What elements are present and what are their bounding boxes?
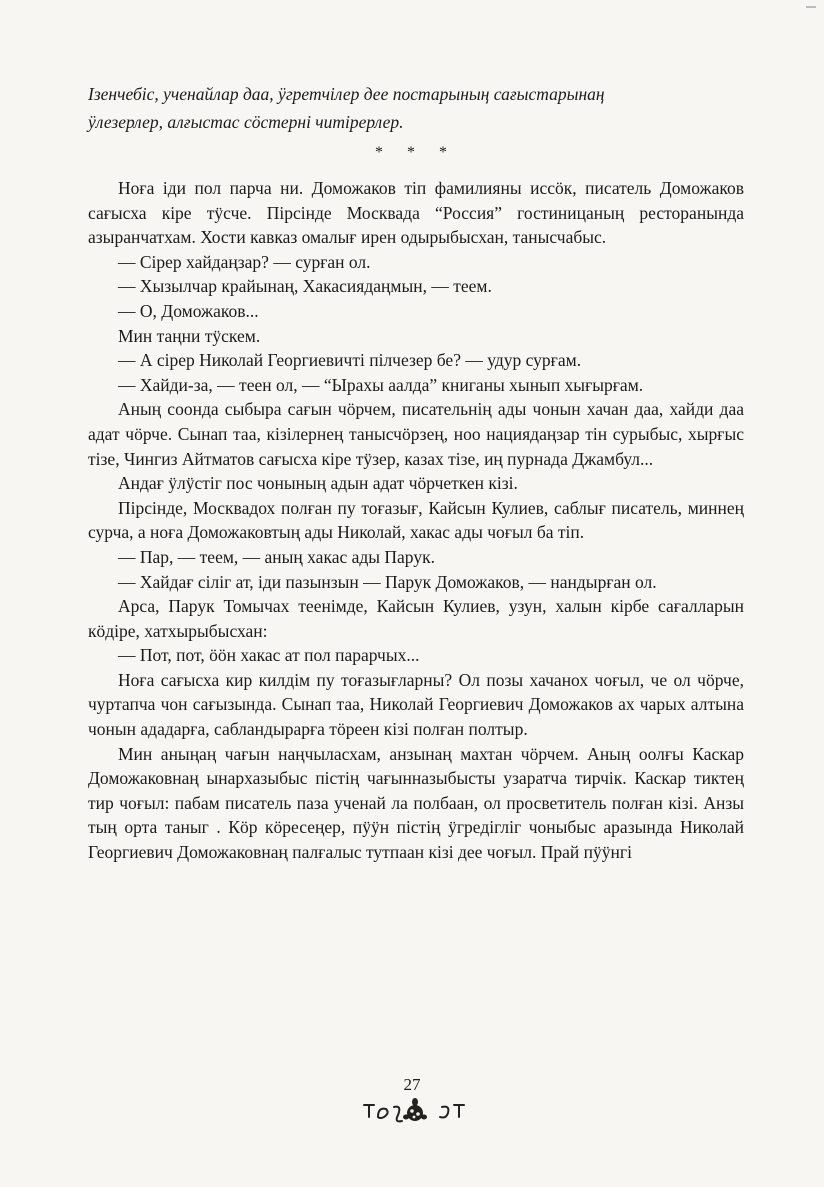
ornament-icon <box>360 1093 470 1133</box>
paragraph: — Хайдағ сіліг ат, іди пазынзын — Парук Доможаков, — нандырған ол. <box>118 571 657 592</box>
section-separator: * * * <box>375 144 457 161</box>
paragraph: — Хызылчар крайынаң, Хакасиядаңмын, — теем. <box>118 276 492 297</box>
paragraph: Мин аныңаң чағын наңчыласхам, анзынаң махтан чӧрчем. Аның оолғы Каскар Доможаковнаң ынархазыбыс пістің чағынназыбысты узаратча тирчік. Каскар тиктең тир чоғыл: пабам писатель паза ученай ла полбаан, ол просветитель полған кізі. Анзы тың орта таныг . Кӧр кӧресеңер, пӱӱн пістің ӱгредіглiг чоныбыс аразында Николай Георгиевич Доможаковнаң палғалыс тутпаан кізі дее чоғыл. Прай пӱӱнгі <box>88 743 744 863</box>
paragraph: — Пот, пот, ӧӧн хакас ат пол парарчых... <box>118 645 420 666</box>
page-number: 27 <box>403 1075 421 1094</box>
epigraph <box>88 80 744 136</box>
scan-mark <box>806 6 816 8</box>
paragraph: Аның соонда сыбыра сағын чӧрчем, писательнің ады чонын хачан даа, хайди даа адат чӧрче. Сынап таа, кізілернең танысчӧрзең, ноо нациядаңзар тін сурыбыс, хырғыс тізе, Чингиз Айтматов сағысха кіре тӱзер, казах тізе, иң пурнада Джамбул... <box>88 399 744 469</box>
paragraph: Пірсінде, Москвадох полған пу тоғазығ, Кайсын Кулиев, саблығ писатель, миннең сурча, а ноға Доможаковтың ады Николай, хакас ады чоғыл ба тіп. <box>88 497 744 543</box>
paragraph: Ноға іди пол парча ни. Доможаков тіп фамилияны иссӧк, писатель Доможаков сағысха кіре тӱсче. Пірсінде Москвада “Россия” гостиницаның ресторанында азыранчатхам. Хости кавказ омалығ ирен одырыбысхан, танысчабыс. <box>88 178 744 248</box>
paragraph: — Хайди-за, — теен ол, — “Ырахы аалда” книганы хынып хығырғам. <box>118 374 644 395</box>
paragraph: — Сірер хайдаңзар? — сурған ол. <box>118 251 371 272</box>
paragraph: Ноға сағысха кир килдім пу тоғазығларны? Ол позы хачанох чоғыл, че ол чӧрче, чуртапча чон сағызында. Сынап таа, Николай Георгиевич Доможаков ах чарых алтына чонын ададарға, сабландырарға тӧреен кізі полған полтыр. <box>88 669 744 740</box>
paragraph: Андағ ӱлӱстіг пос чонының адын адат чӧрчеткен кізі. <box>118 473 518 494</box>
page-content <box>88 80 744 865</box>
paragraph: — О, Доможаков... <box>118 300 259 321</box>
epigraph-line: ӱлезерлер, алғыстас сӧстерні читірерлер. <box>88 112 404 132</box>
paragraph: — А сірер Николай Георгиевичті пілчезер бе? — удур сурғам. <box>118 350 582 371</box>
body-text <box>88 176 744 865</box>
paragraph: Мин таңни тӱскем. <box>118 325 261 346</box>
epigraph-line: Ізенчебіс, ученайлар даа, ӱгретчілер дее постарының сағыстарынаң <box>88 84 605 104</box>
paragraph: Арса, Парук Томычах теенімде, Кайсын Кулиев, узун, халын кірбе сағалларын кӧдіре, хатхырыбысхан: <box>88 596 744 641</box>
paragraph: — Пар, — теем, — аның хакас ады Парук. <box>118 546 435 567</box>
